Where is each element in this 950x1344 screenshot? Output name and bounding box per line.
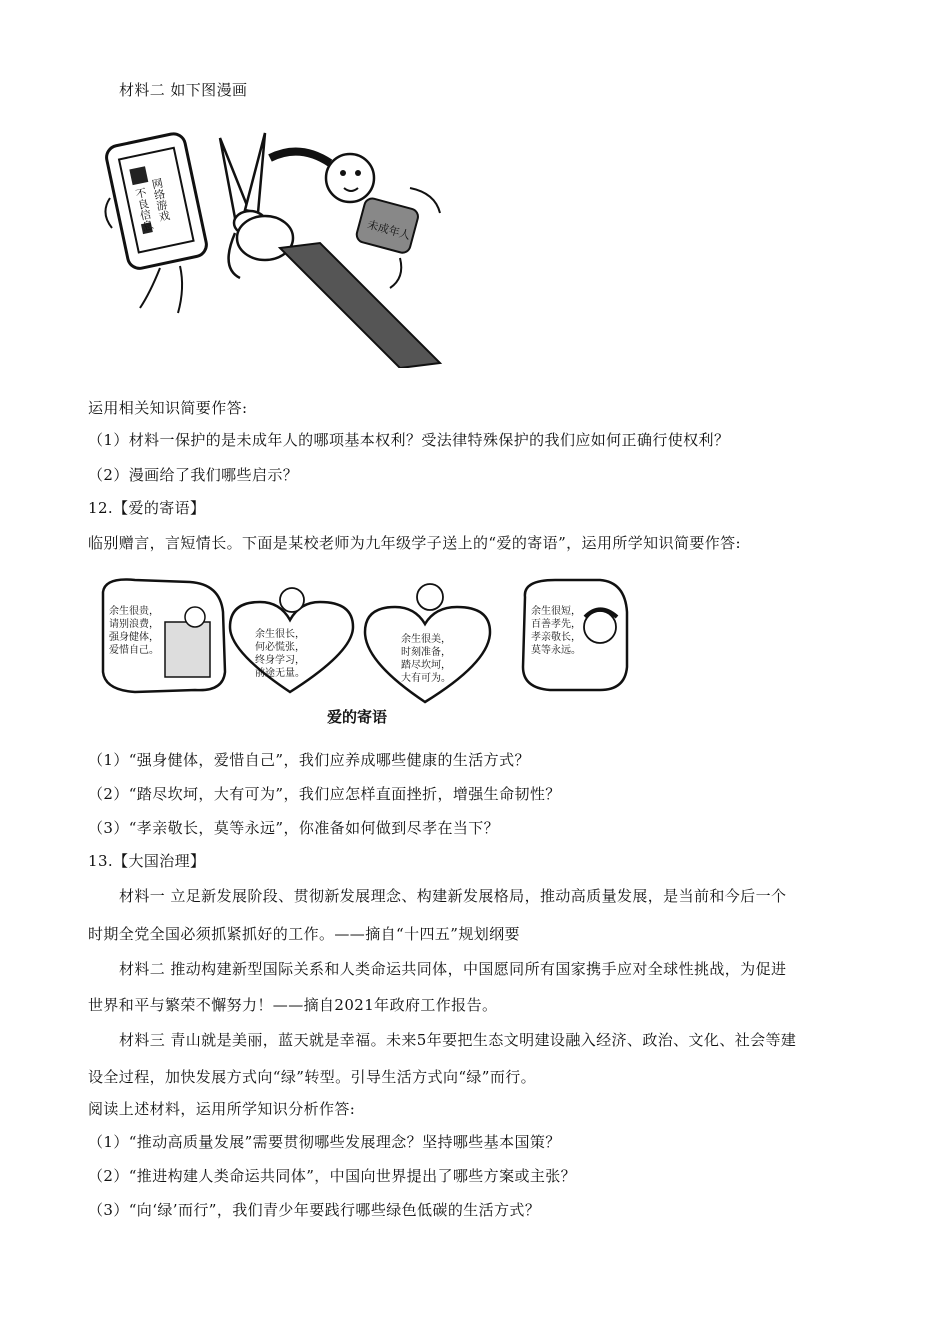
q13-1: （1）“推动高质量发展”需要贯彻哪些发展理念？坚持哪些基本国策？ [88, 1133, 561, 1151]
panel-3 [365, 584, 490, 702]
q13-2: （2）“推进构建人类命运共同体”，中国向世界提出了哪些方案或主张？ [88, 1167, 577, 1185]
panel4-line2: 百善孝先， [531, 619, 581, 630]
panel2-line1: 余生很长， [255, 629, 305, 640]
q11-1: （1）材料一保护的是未成年人的哪项基本权利？受法律特殊保护的我们应如何正确行使权利？ [88, 431, 730, 449]
panel2-line2: 何必慌张， [255, 642, 305, 653]
section-13-title: 13.【大国治理】 [88, 852, 206, 870]
panel4-line3: 孝亲敬长， [531, 632, 581, 643]
section-12-intro: 临别赠言，言短情长。下面是某校老师为九年级学子送上的“爱的寄语”，运用所学知识简要作答: [88, 534, 741, 552]
instruction-11: 运用相关知识简要作答: [88, 399, 248, 417]
minor-figure [270, 152, 440, 288]
panel4-line4: 莫等永远。 [531, 645, 581, 656]
panel1-line2: 请别浪费， [109, 619, 159, 630]
figure-label: 未成年人 [365, 218, 412, 243]
panel3-line1: 余生很美， [401, 634, 451, 645]
q13-3: （3）“向‘绿’而行”，我们青少年要践行哪些绿色低碳的生活方式？ [88, 1201, 541, 1219]
q12-1: （1）“强身健体，爱惜自己”，我们应养成哪些健康的生活方式？ [88, 751, 530, 769]
panel3-line4: 大有可为。 [401, 673, 451, 684]
panel2-line3: 终身学习， [255, 655, 305, 666]
material3-line2: 设全过程，加快发展方式向“绿”转型。引导生活方式向“绿”而行。 [88, 1068, 537, 1086]
love-caption: 爱的寄语 [327, 708, 388, 726]
panel4-line1: 余生很短， [531, 606, 581, 617]
panel1-line4: 爱惜自己。 [109, 645, 159, 656]
instruction-13: 阅读上述材料，运用所学知识分析作答: [88, 1100, 356, 1118]
phone-text-2: 不良信息 [133, 186, 155, 233]
panel3-line3: 踏尽坎坷， [401, 660, 451, 671]
material2-line2: 世界和平与繁荣不懈努力！——摘自2021年政府工作报告。 [88, 996, 498, 1014]
panel1-line1: 余生很贵， [109, 606, 159, 617]
q11-2: （2）漫画给了我们哪些启示？ [88, 466, 299, 484]
panel1-line3: 强身健体， [109, 632, 159, 643]
phone-figure [104, 132, 208, 271]
panel-4 [523, 580, 627, 690]
love-messages-figure [95, 572, 640, 732]
panel2-line4: 前途无量。 [255, 668, 305, 679]
material1-line2: 时期全党全国必须抓紧抓好的工作。——摘自“十四五”规划纲要 [88, 925, 520, 943]
material1-line1: 材料一 立足新发展阶段、贯彻新发展理念、构建新发展格局，推动高质量发展，是当前和今后一个 [119, 887, 787, 905]
phone-text-1: 网络游戏 [149, 176, 172, 223]
q12-2: （2）“踏尽坎坷，大有可为”，我们应怎样直面挫折，增强生命韧性？ [88, 785, 561, 803]
panel-1 [103, 580, 225, 693]
material2-line1: 材料二 推动构建新型国际关系和人类命运共同体，中国愿同所有国家携手应对全球性挑战，为促进 [119, 960, 787, 978]
material3-line1: 材料三 青山就是美丽，蓝天就是幸福。未来5年要把生态文明建设融入经济、政治、文化、社会等建 [119, 1031, 797, 1049]
panel3-line2: 时刻准备， [401, 647, 451, 658]
section-12-title: 12.【爱的寄语】 [88, 499, 206, 517]
material2-heading: 材料二 如下图漫画 [119, 81, 248, 99]
cartoon-illustration [100, 118, 450, 368]
panel-2 [230, 588, 353, 692]
q12-3: （3）“孝亲敬长，莫等永远”，你准备如何做到尽孝在当下？ [88, 819, 500, 837]
